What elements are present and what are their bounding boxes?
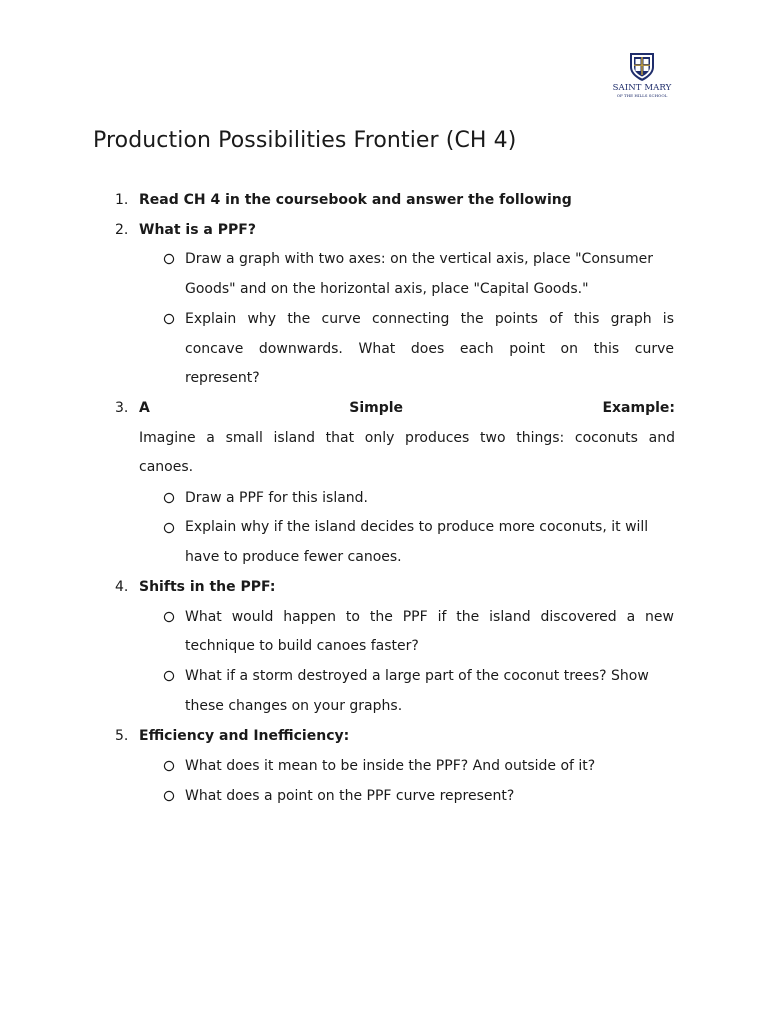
school-logo bbox=[608, 50, 676, 102]
logo-school-name: SAINT MARY bbox=[612, 83, 672, 93]
item-number: 2. bbox=[115, 222, 129, 238]
bullet-line: Goods" and on the horizontal axis, place "Capital Goods." bbox=[185, 281, 589, 297]
item-number: 5. bbox=[115, 728, 129, 744]
item-number: 1. bbox=[115, 192, 129, 208]
bullet-line: Explain why the curve connecting the points of this graph is bbox=[185, 311, 674, 327]
item-number: 4. bbox=[115, 579, 129, 595]
item-heading bbox=[139, 399, 675, 417]
heading-word: Example: bbox=[602, 400, 675, 416]
circle-bullet-icon bbox=[163, 313, 175, 325]
circle-bullet-icon bbox=[163, 670, 175, 682]
paragraph-line: Imagine a small island that only produces two things: coconuts and bbox=[139, 430, 675, 446]
heading-word: Simple bbox=[349, 400, 404, 416]
item-number: 3. bbox=[115, 400, 129, 416]
heading-word: A bbox=[139, 400, 150, 416]
bullet-line: Draw a PPF for this island. bbox=[185, 490, 368, 506]
logo-school-subtitle: OF THE HILLS SCHOOL bbox=[616, 92, 668, 98]
bullet-line: technique to build canoes faster? bbox=[185, 638, 419, 654]
circle-bullet-icon bbox=[163, 492, 175, 504]
bullet-line: What does it mean to be inside the PPF? And outside of it? bbox=[185, 758, 596, 774]
bullet-line: What does a point on the PPF curve represent? bbox=[185, 788, 515, 804]
item-text: Shifts in the PPF: bbox=[139, 579, 276, 595]
school-crest-icon bbox=[608, 50, 676, 84]
item-text: Efficiency and Inefficiency: bbox=[139, 728, 350, 744]
circle-bullet-icon bbox=[163, 253, 175, 265]
bullet-line: What would happen to the PPF if the island discovered a new bbox=[185, 609, 674, 625]
page-title: Production Possibilities Frontier (CH 4) bbox=[93, 128, 517, 153]
circle-bullet-icon bbox=[163, 790, 175, 802]
item-text: Read CH 4 in the coursebook and answer the following bbox=[139, 192, 572, 208]
item-text: What is a PPF? bbox=[139, 222, 256, 238]
bullet-line: these changes on your graphs. bbox=[185, 698, 403, 714]
bullet-line: Explain why if the island decides to produce more coconuts, it will bbox=[185, 519, 649, 535]
bullet-line: represent? bbox=[185, 370, 260, 386]
bullet-line: Draw a graph with two axes: on the vertical axis, place "Consumer bbox=[185, 251, 653, 267]
circle-bullet-icon bbox=[163, 522, 175, 534]
paragraph-line: canoes. bbox=[139, 459, 194, 475]
bullet-line: concave downwards. What does each point on this curve bbox=[185, 341, 674, 357]
bullet-line: have to produce fewer canoes. bbox=[185, 549, 402, 565]
bullet-line: What if a storm destroyed a large part of the coconut trees? Show bbox=[185, 668, 649, 684]
circle-bullet-icon bbox=[163, 760, 175, 772]
circle-bullet-icon bbox=[163, 611, 175, 623]
